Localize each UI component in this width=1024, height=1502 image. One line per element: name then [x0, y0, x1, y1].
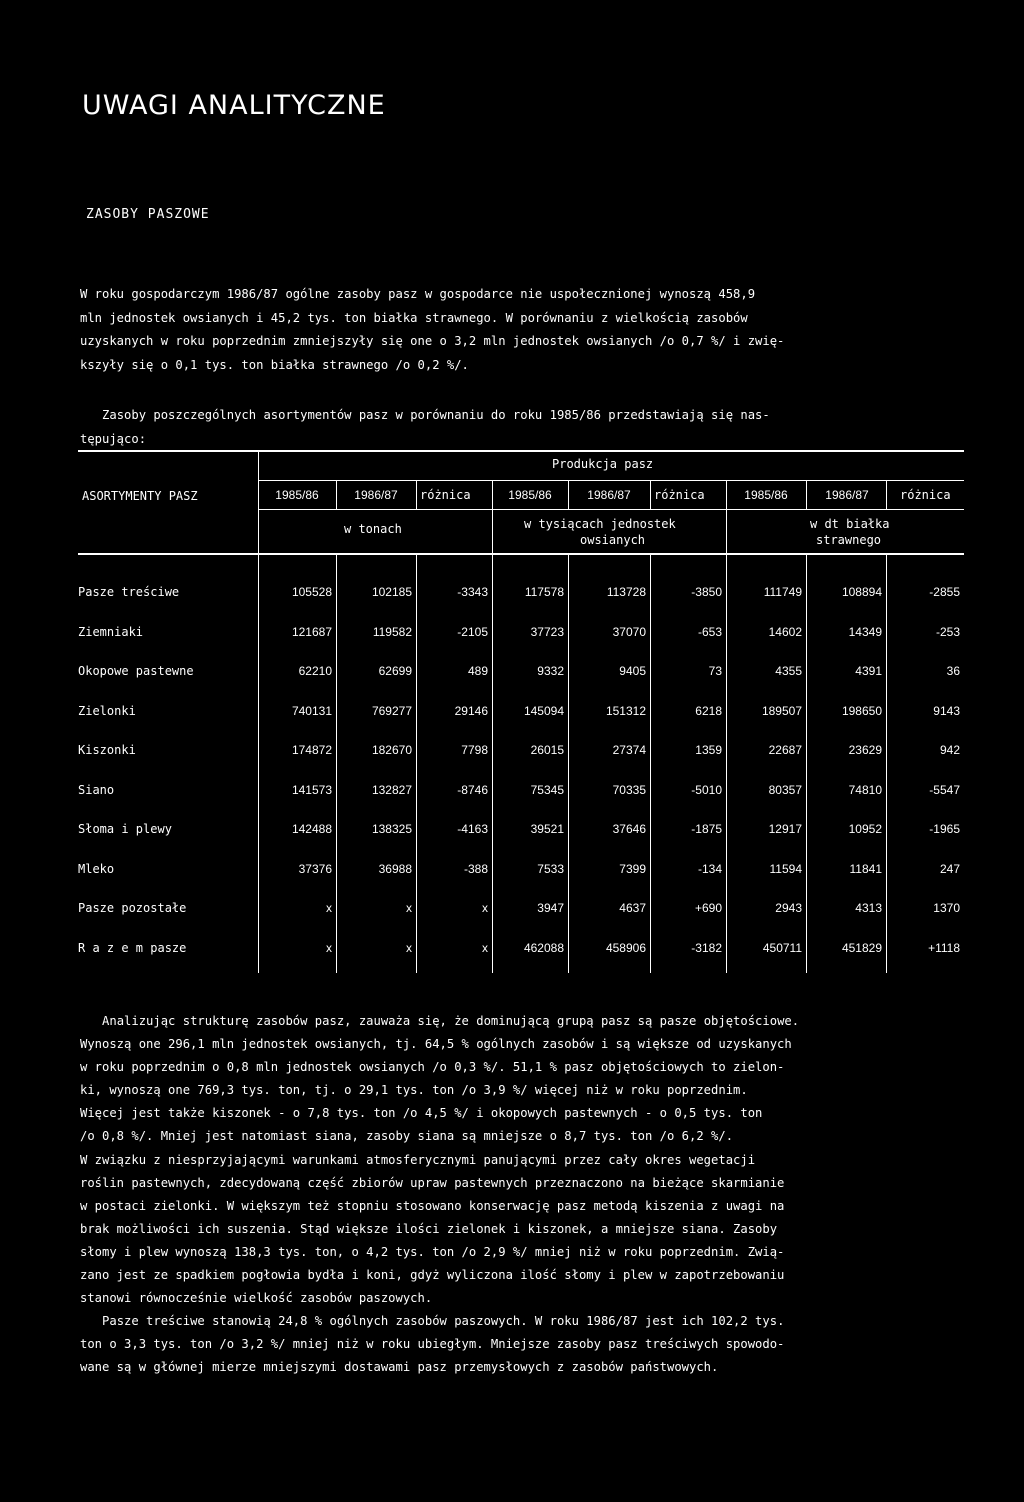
table-cell: -388 — [463, 862, 488, 876]
table-cell: 14349 — [848, 625, 882, 639]
table-cell: 80357 — [768, 783, 802, 797]
table-cell: 141573 — [291, 783, 332, 797]
table-cell: -5547 — [929, 783, 960, 797]
table-cell: x — [326, 901, 332, 915]
table-cell: 62210 — [298, 664, 332, 678]
row-label: Zielonki — [78, 704, 136, 718]
table-cell: 142488 — [291, 822, 332, 836]
row-label: Okopowe pastewne — [78, 664, 194, 678]
col-label: 1986/87 — [825, 488, 869, 502]
table-cell: 9143 — [933, 704, 960, 718]
table-cell: 70335 — [612, 783, 646, 797]
col-divider — [568, 481, 569, 509]
table-cell: 145094 — [523, 704, 564, 718]
table-cell: 119582 — [372, 625, 412, 639]
table-cell: -2855 — [929, 585, 960, 599]
table-cell: +1118 — [928, 941, 960, 955]
table-cell: 22687 — [768, 743, 802, 757]
table-cell: 198650 — [841, 704, 882, 718]
row-header: ASORTYMENTY PASZ — [82, 489, 198, 503]
table-cell: 23629 — [848, 743, 882, 757]
table-cell: 37723 — [530, 625, 564, 639]
col-label: różnica — [420, 488, 471, 502]
table-cell: 113728 — [606, 585, 646, 599]
table-cell: 108894 — [841, 585, 882, 599]
table-cell: 7798 — [461, 743, 488, 757]
table-cell: -8746 — [457, 783, 488, 797]
table-cell: 132827 — [371, 783, 412, 797]
table-cell: 4391 — [855, 664, 882, 678]
col-label: 1986/87 — [354, 488, 398, 502]
table-cell: 489 — [467, 664, 488, 678]
table-cell: x — [406, 901, 412, 915]
col-divider — [258, 450, 259, 973]
table-cell: -1875 — [691, 822, 722, 836]
table-cell: 73 — [708, 664, 722, 678]
table-cell: +690 — [694, 901, 722, 915]
table-cell: 1370 — [933, 901, 960, 915]
unit-label: w tysiącach jednostek — [524, 517, 676, 531]
table-cell: 151312 — [605, 704, 646, 718]
col-divider — [650, 555, 651, 973]
col-label: 1985/86 — [275, 488, 319, 502]
table-cell: 102185 — [371, 585, 412, 599]
row-label: Słoma i plewy — [78, 822, 172, 836]
table-cell: -653 — [697, 625, 722, 639]
table-cell: 9405 — [619, 664, 646, 678]
table-cell: 769277 — [371, 704, 412, 718]
table-cell: 111749 — [763, 585, 802, 599]
row-label: Siano — [78, 783, 115, 797]
table-cell: 11594 — [769, 862, 802, 876]
table-cell: 105528 — [291, 585, 332, 599]
table-cell: 247 — [939, 862, 960, 876]
table-cell: 29146 — [454, 704, 488, 718]
row-label: Pasze treściwe — [78, 585, 180, 599]
col-divider — [886, 555, 887, 973]
table-cell: 74810 — [848, 783, 882, 797]
table-cell: 4313 — [855, 901, 882, 915]
table-cell: 458906 — [605, 941, 646, 955]
table-cell: -3343 — [457, 585, 488, 599]
group-header-rule — [258, 480, 964, 481]
table-cell: -2105 — [457, 625, 488, 639]
table-cell: x — [406, 941, 412, 955]
table-cell: -134 — [697, 862, 722, 876]
table-cell: 7399 — [619, 862, 646, 876]
col-divider — [806, 555, 807, 973]
table-cell: 11841 — [849, 862, 882, 876]
table-cell: 942 — [939, 743, 960, 757]
table-cell: 37070 — [612, 625, 646, 639]
row-label: Kiszonki — [78, 743, 136, 757]
table-cell: 189507 — [761, 704, 802, 718]
table-cell: 4355 — [775, 664, 802, 678]
table-cell: x — [482, 901, 488, 915]
table-cell: 138325 — [371, 822, 412, 836]
table-cell: 2943 — [775, 901, 802, 915]
table-cell: 7533 — [537, 862, 564, 876]
row-label: R a z e m pasze — [78, 941, 187, 955]
table-cell: 174872 — [291, 743, 332, 757]
analysis-paragraph: Analizując strukturę zasobów pasz, zauważa się, że dominującą grupą pasz są pasze objętościowe. Wynoszą one 296,1 mln jednostek owsianych, tj. 64,5 % ogólnych zasobów i są większe od uzyskanych w roku poprzednim o 0,8 mln jednostek owsianych /o 0,3 %/. 51,1 % pasz objętościowych to zielon- ki, wynoszą one 769,3 tys. ton, tj. o 29,1 tys. ton /o 3,9 %/ więcej niż w roku poprzednim. Więcej jest także kiszonek - o 7,8 tys. ton /o 4,5 %/ i okopowych pastewnych - o 0,5 tys. ton /o 0,8 %/. Mniej jest natomiast siana, zasoby siana są mniejsze o 8,7 tys. ton /o 6,2 %/. W związku z niesprzyjającymi warunkami atmosferycznymi panującymi przez cały okres wegetacji roślin pastewnych, zdecydowaną część zbiorów upraw pastewnych przeznaczono na bieżące skarmianie w postaci zielonki. W większym też stopniu stosowano konserwację pasz metodą kiszenia z uwagi na brak możliwości ich suszenia. Stąd większe ilości zielonek i kiszonek, a mniejsze siana. Zasoby słomy i plew wynoszą 138,3 tys. ton, o 4,2 tys. ton /o 2,9 %/ mniej niż w roku poprzednim. Zwią- zano jest ze spadkiem pogłowia bydła i koni, gdyż wyliczona ilość słomy i plew w zapotrzebowaniu stanowi równocześnie wielkość zasobów paszowych. Pasze treściwe stanowią 24,8 % ogólnych zasobów paszowych. W roku 1986/87 jest ich 102,2 tys. ton o 3,3 tys. ton /o 3,2 %/ mniej niż w roku ubiegłym. Mniejsze zasoby pasz treściwych spowodo- wane są w głównej mierze mniejszymi dostawami pasz przemysłowych z zasobów państwowych. — [80, 1014, 800, 1375]
col-divider — [806, 481, 807, 509]
col-divider — [336, 481, 337, 509]
col-label: 1985/86 — [744, 488, 788, 502]
table-cell: 62699 — [378, 664, 412, 678]
table-cell: 12917 — [768, 822, 802, 836]
table-cell: 36 — [946, 664, 960, 678]
table-cell: 37376 — [298, 862, 332, 876]
group-header: Produkcja pasz — [552, 457, 654, 471]
table-cell: 740131 — [291, 704, 332, 718]
col-label-rule — [258, 509, 964, 510]
table-cell: 75345 — [530, 783, 564, 797]
table-cell: 14602 — [768, 625, 802, 639]
col-divider — [886, 481, 887, 509]
table-cell: -3182 — [691, 941, 722, 955]
row-label: Ziemniaki — [78, 625, 144, 639]
col-divider — [568, 555, 569, 973]
table-cell: -5010 — [691, 783, 722, 797]
page-heading: UWAGI ANALITYCZNE — [82, 90, 386, 121]
table-cell: 4637 — [619, 901, 646, 915]
table-cell: -1965 — [929, 822, 960, 836]
table-cell: 450711 — [762, 941, 802, 955]
header-bottom-rule — [78, 553, 964, 555]
table-cell: x — [326, 941, 332, 955]
table-cell: 27374 — [612, 743, 646, 757]
table-cell: 37646 — [612, 822, 646, 836]
table-cell: 9332 — [537, 664, 564, 678]
table-cell: 121687 — [291, 625, 332, 639]
col-divider — [336, 555, 337, 973]
section-title: ZASOBY PASZOWE — [86, 207, 210, 222]
table-cell: 117578 — [524, 585, 564, 599]
unit-label: w dt białka — [810, 517, 890, 531]
table-cell: 451829 — [841, 941, 882, 955]
table-cell: 1359 — [695, 743, 722, 757]
col-divider — [416, 555, 417, 973]
table-cell: x — [482, 941, 488, 955]
col-divider — [416, 481, 417, 509]
col-divider — [492, 481, 493, 973]
unit-label: owsianych — [580, 533, 646, 547]
table-cell: -253 — [935, 625, 960, 639]
table-cell: -3850 — [691, 585, 722, 599]
row-label: Pasze pozostałe — [78, 901, 187, 915]
unit-label: w tonach — [344, 522, 402, 536]
table-cell: 462088 — [523, 941, 564, 955]
table-cell: 3947 — [537, 901, 564, 915]
col-label: różnica — [654, 488, 705, 502]
intro-paragraph: W roku gospodarczym 1986/87 ogólne zasoby pasz w gospodarce nie uspołecznionej wynoszą 458,9 mln jednostek owsianych i 45,2 tys. ton białka strawnego. W porównaniu z wielkością zasobów uzyskanych w roku poprzednim zmniejszyły się one o 3,2 mln jednostek owsianych /o 0,7 %/ i zwię- kszyły się o 0,1 tys. ton białka strawnego /o 0,2 %/. — [80, 287, 785, 372]
table-cell: 6218 — [695, 704, 722, 718]
col-label: różnica — [900, 488, 951, 502]
table-cell: 26015 — [530, 743, 564, 757]
unit-label: strawnego — [816, 533, 882, 547]
col-label: 1985/86 — [508, 488, 552, 502]
col-divider — [726, 481, 727, 973]
table-cell: 10952 — [848, 822, 882, 836]
col-divider — [650, 481, 651, 509]
col-label: 1986/87 — [587, 488, 631, 502]
row-label: Mleko — [78, 862, 115, 876]
table-cell: -4163 — [457, 822, 488, 836]
table-cell: 182670 — [371, 743, 412, 757]
table-cell: 36988 — [378, 862, 412, 876]
table-cell: 39521 — [530, 822, 564, 836]
table-intro-paragraph: Zasoby poszczególnych asortymentów pasz w porównaniu do roku 1985/86 przedstawiają się nas- tępująco: — [80, 408, 770, 446]
